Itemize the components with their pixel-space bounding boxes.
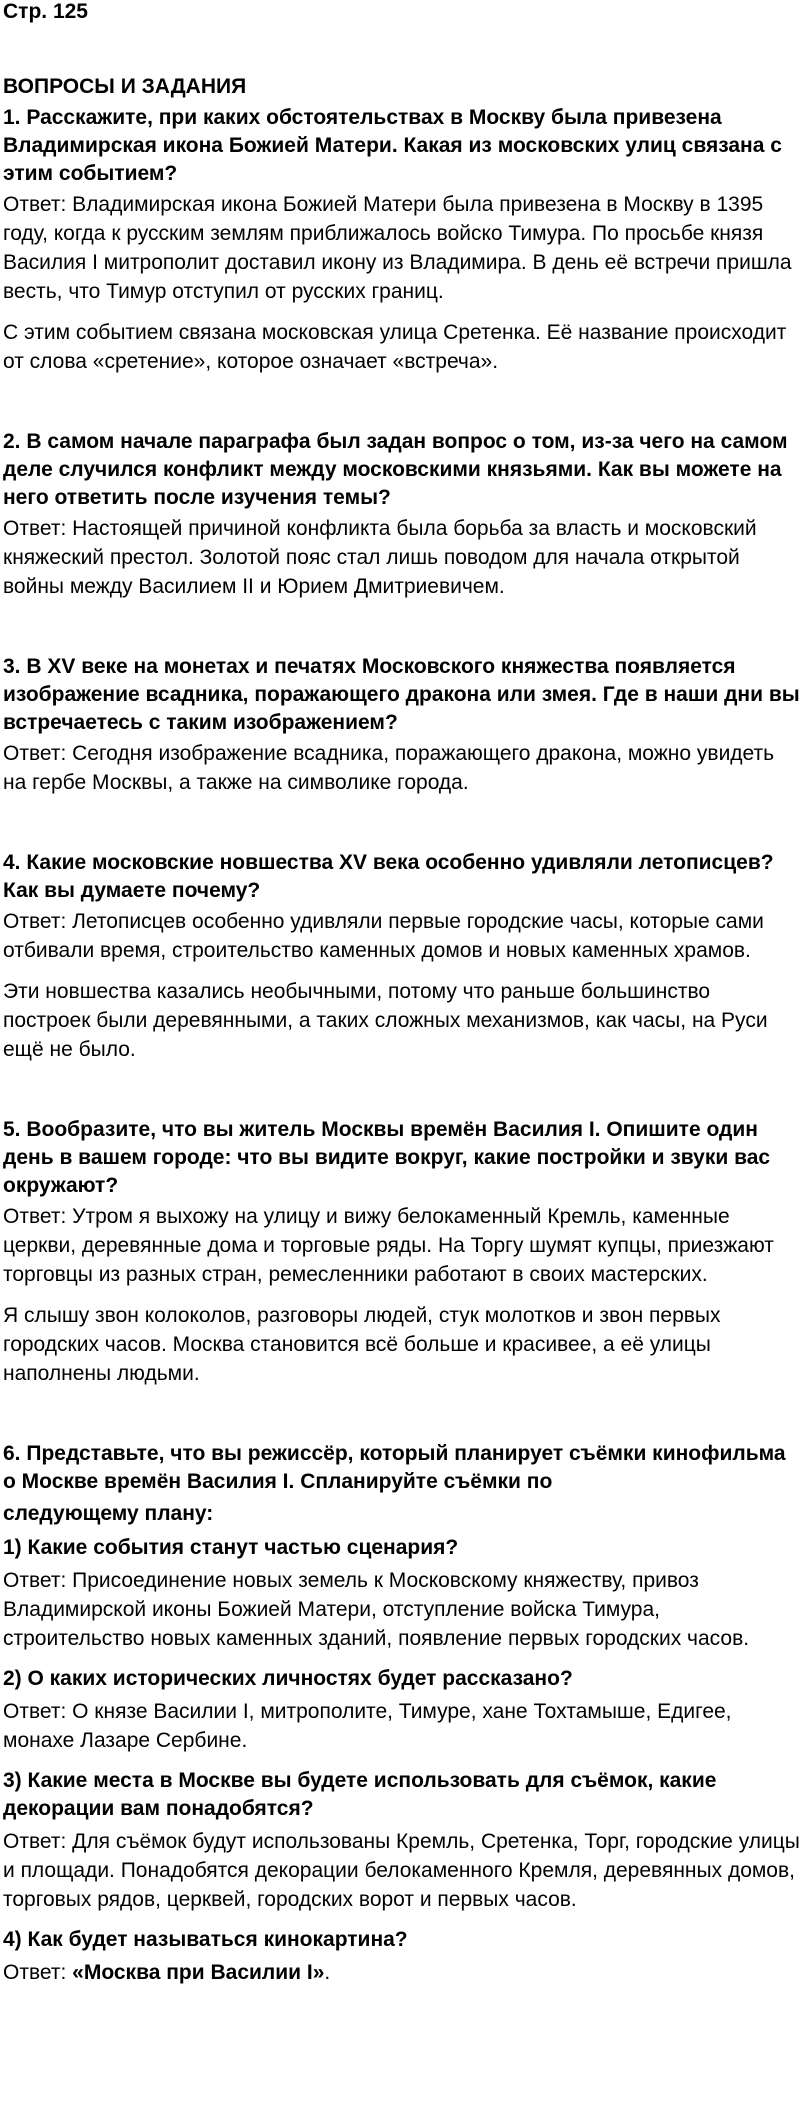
sub-question: 4) Как будет называться кинокартина?: [3, 1928, 408, 1951]
sub-question: 2) О каких исторических личностях будет рассказано?: [3, 1667, 573, 1690]
answer-paragraph: Я слышу звон колоколов, разговоры людей, стук молотков и звон первых городских часов. Москва становится всё больше и красивее, а её улицы наполнены людьми.: [3, 1304, 721, 1385]
question-text-tail: следующему плану:: [3, 1502, 214, 1525]
question-block-4: [3, 849, 800, 1064]
answer-paragraph: Ответ: Для съёмок будут использованы Кремль, Сретенка, Торг, городские улицы и площади. Понадобятся декорации белокаменного Кремля, деревянных домов, торговых рядов, церквей, городских ворот и первых часов.: [3, 1830, 800, 1911]
question-block-1: [3, 104, 800, 376]
sub-question: 3) Какие места в Москве вы будете использовать для съёмок, какие декорации вам понадобятся?: [3, 1769, 717, 1820]
question-block-6: [3, 1440, 800, 1987]
answer-paragraph: Ответ: Сегодня изображение всадника, поражающего дракона, можно увидеть на гербе Москвы, а также на символике города.: [3, 742, 775, 794]
answer-paragraph: Ответ: Владимирская икона Божией Матери была привезена в Москву в 1395 году, когда к русским землям приближалось войско Тимура. По просьбе князя Василия I митрополит доставил икону из Владимира. В день её встречи пришла весть, что Тимур отступил от русских границ.: [3, 193, 792, 303]
answer-paragraph: Ответ: Настоящей причиной конфликта была борьба за власть и московский княжеский престол. Золотой пояс стал лишь поводом для начала открытой войны между Василием II и Юрием Дмитриевичем.: [3, 517, 757, 598]
question-block-5: [3, 1116, 800, 1388]
answer-suffix: .: [324, 1961, 331, 1984]
page-number: Стр. 125: [3, 0, 88, 23]
answer-paragraph: Ответ: Утром я выхожу на улицу и вижу белокаменный Кремль, каменные церкви, деревянные дома и торговые ряды. На Торгу шумят купцы, приезжают торговцы из разных стран, ремесленники работают в своих мастерских.: [3, 1205, 774, 1286]
question-text: 4. Какие московские новшества XV века особенно удивляли летописцев? Как вы думаете почему?: [3, 851, 774, 902]
sub-question: 1) Какие события станут частью сценария?: [3, 1536, 459, 1559]
answer-paragraph: [3, 1958, 800, 1987]
question-text: 5. Вообразите, что вы житель Москвы времён Василия I. Опишите один день в вашем городе: что вы видите вокруг, какие постройки и звуки вас окружают?: [3, 1118, 771, 1197]
question-text: 2. В самом начале параграфа был задан вопрос о том, из-за чего на самом деле случился конфликт между московскими князьями. Как вы можете на него ответить после изучения темы?: [3, 430, 788, 509]
answer-paragraph: Ответ: Присоединение новых земель к Московскому княжеству, привоз Владимирской иконы Божией Матери, отступление войска Тимура, строительство новых каменных зданий, появление первых городских часов.: [3, 1569, 750, 1650]
answer-paragraph: С этим событием связана московская улица Сретенка. Её название происходит от слова «сретение», которое означает «встреча».: [3, 321, 787, 373]
film-title: «Москва при Василии I»: [72, 1961, 325, 1984]
question-text: 1. Расскажите, при каких обстоятельствах в Москву была привезена Владимирская икона Божией Матери. Какая из московских улиц связана с этим событием?: [3, 106, 782, 185]
question-block-2: [3, 428, 800, 601]
answer-paragraph: Ответ: Летописцев особенно удивляли первые городские часы, которые сами отбивали время, строительство каменных домов и новых каменных храмов.: [3, 910, 764, 962]
section-title: ВОПРОСЫ И ЗАДАНИЯ: [3, 75, 247, 98]
question-text: 3. В XV веке на монетах и печатях Московского княжества появляется изображение всадника, поражающего дракона или змея. Где в наши дни вы встречаетесь с таким изображением?: [3, 655, 800, 734]
answer-paragraph: Ответ: О князе Василии I, митрополите, Тимуре, хане Тохтамыше, Едигее, монахе Лазаре Сербине.: [3, 1700, 732, 1752]
question-text: 6. Представьте, что вы режиссёр, который планирует съёмки кинофильма о Москве времён Василия I. Спланируйте съёмки по: [3, 1442, 786, 1493]
answer-prefix: Ответ:: [3, 1961, 73, 1984]
answer-paragraph: Эти новшества казались необычными, потому что раньше большинство построек были деревянными, а таких сложных механизмов, как часы, на Руси ещё не было.: [3, 980, 768, 1061]
question-block-3: [3, 653, 800, 797]
